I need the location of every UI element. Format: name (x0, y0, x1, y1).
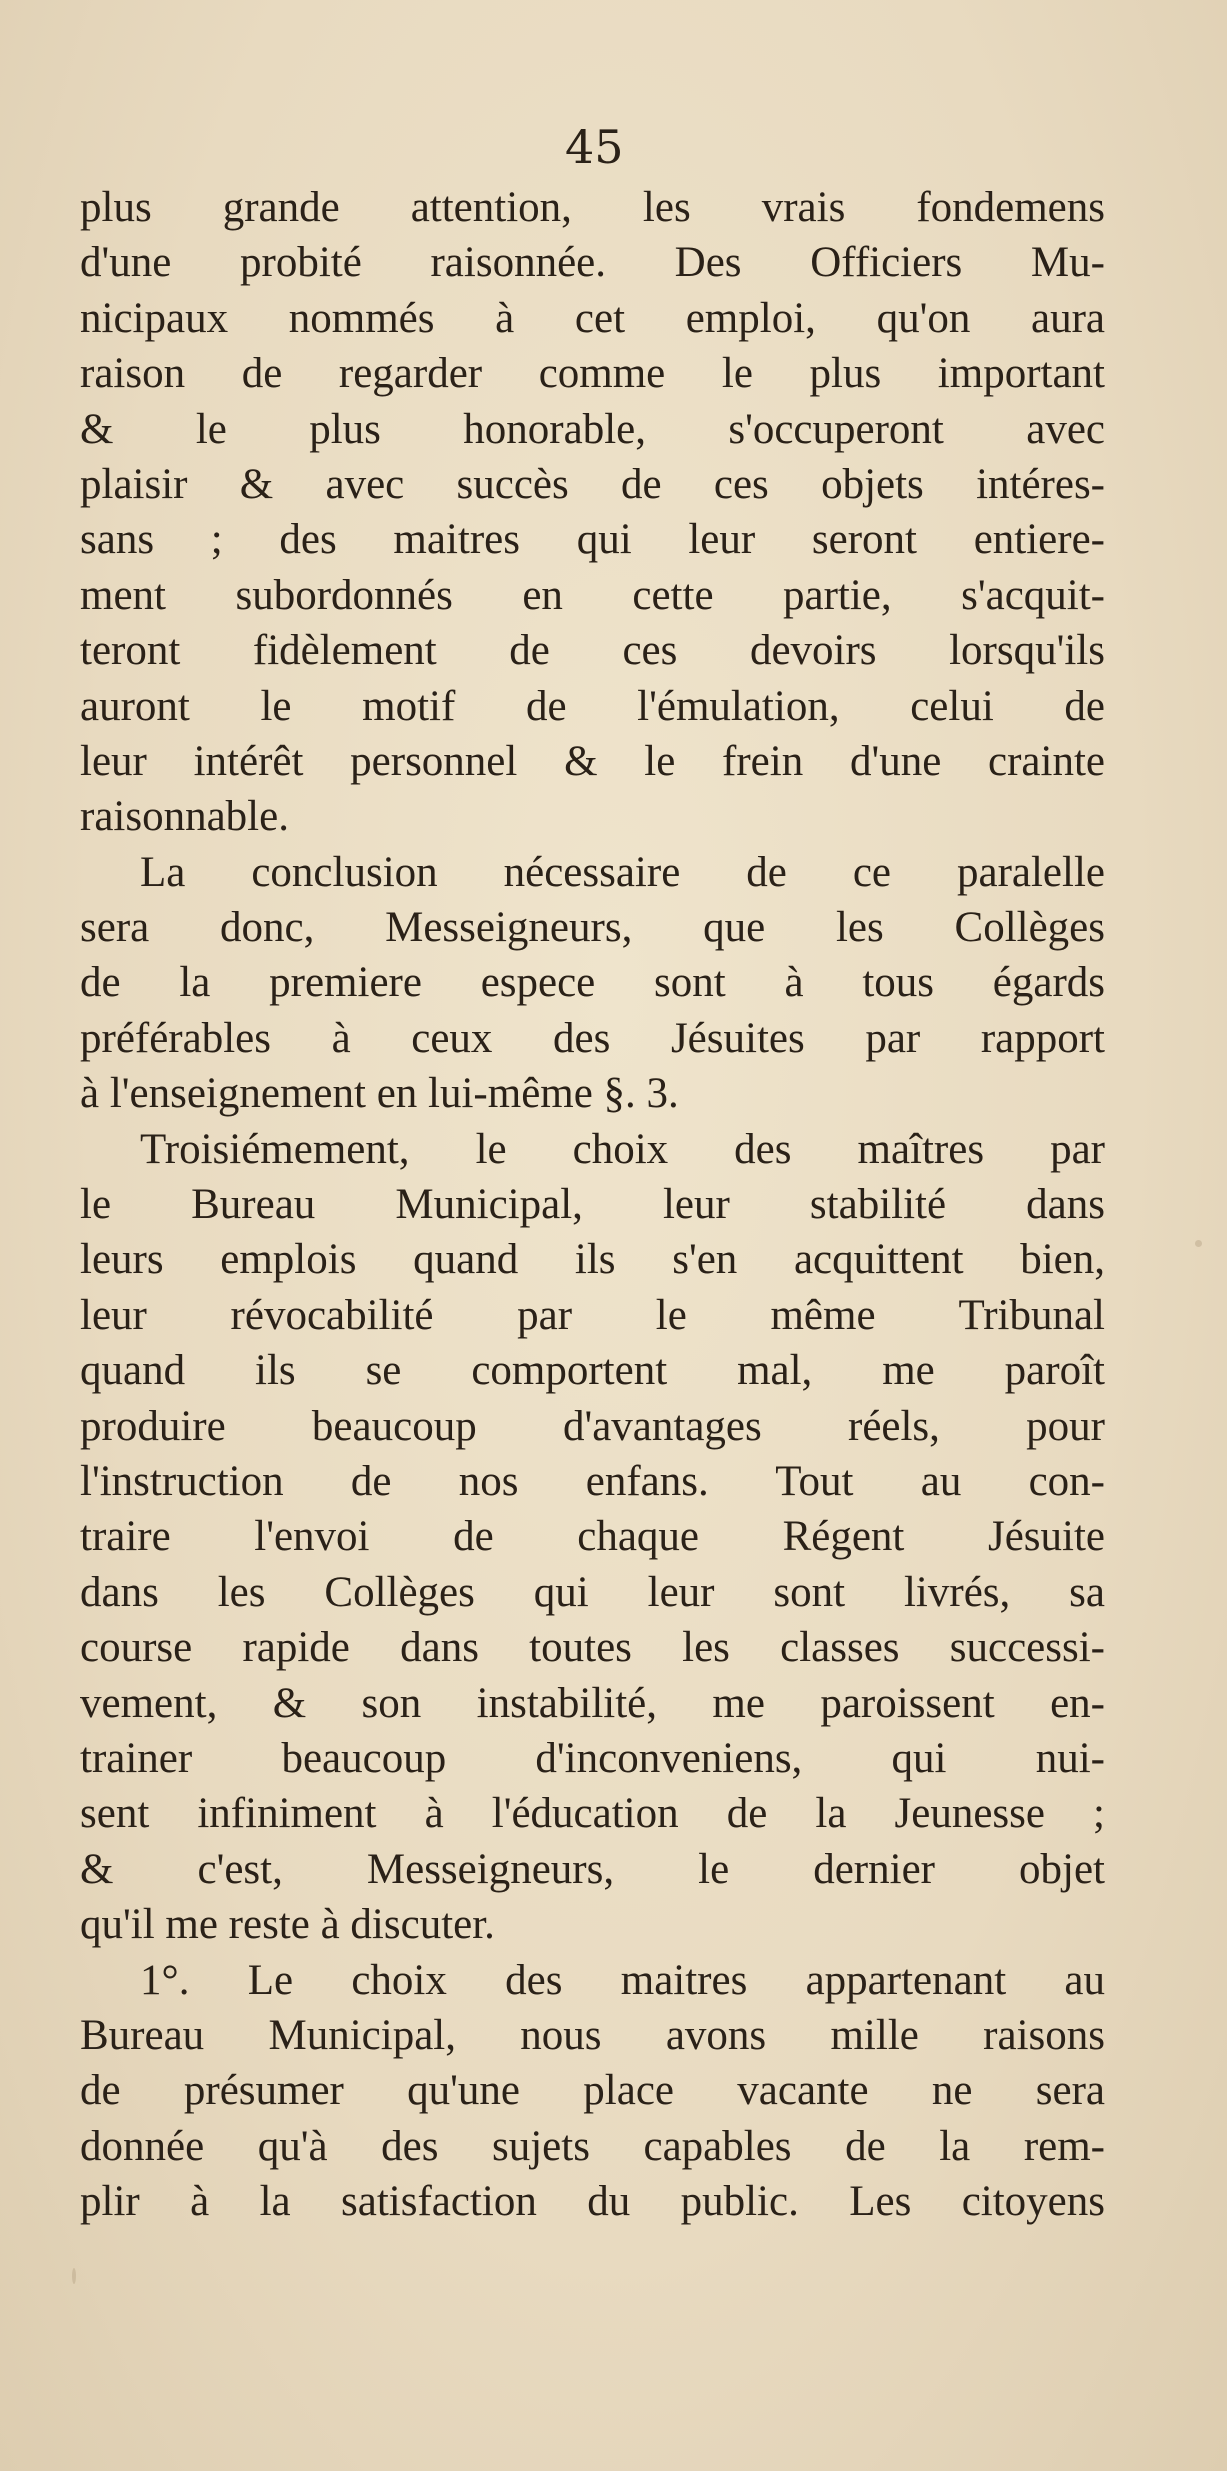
text-line: à l'enseignement en lui-même §. 3. (80, 1070, 679, 1118)
text-line: leur révocabilité par le même Tribunal (80, 1291, 1105, 1339)
text-line: raison de regarder comme le plus important (80, 350, 1105, 398)
text-line: course rapide dans toutes les classes successi- (80, 1624, 1105, 1672)
text-line: leurs emplois quand ils s'en acquittent bien, (80, 1236, 1105, 1284)
text-line: La conclusion nécessaire de ce paralelle (140, 848, 1105, 896)
page-number: 45 (565, 120, 624, 174)
text-line: nicipaux nommés à cet emploi, qu'on aura (80, 294, 1105, 342)
text-line: de présumer qu'une place vacante ne sera (80, 2067, 1105, 2115)
text-line: dans les Collèges qui leur sont livrés, sa (80, 1568, 1105, 1616)
text-line: plaisir & avec succès de ces objets intéres- (80, 460, 1105, 508)
text-line: teront fidèlement de ces devoirs lorsqu'ils (80, 627, 1105, 675)
text-line: préférables à ceux des Jésuites par rapport (80, 1014, 1105, 1062)
text-line: auront le motif de l'émulation, celui de (80, 682, 1105, 730)
text-line: 1°. Le choix des maitres appartenant au (140, 1956, 1105, 2004)
body-text (80, 180, 1105, 2229)
text-line: plus grande attention, les vrais fondemens (80, 184, 1105, 231)
text-line: le Bureau Municipal, leur stabilité dans (80, 1181, 1105, 1229)
text-line: & c'est, Messeigneurs, le dernier objet (80, 1845, 1105, 1893)
text-line: qu'il me reste à discuter. (80, 1901, 495, 1949)
text-line: l'instruction de nos enfans. Tout au con- (80, 1457, 1105, 1505)
text-line: trainer beaucoup d'inconveniens, qui nui- (80, 1734, 1105, 1782)
text-line: & le plus honorable, s'occuperont avec (80, 405, 1105, 453)
text-line: Troisiémement, le choix des maîtres par (140, 1125, 1105, 1173)
paper-speck (72, 2268, 76, 2284)
text-line: quand ils se comportent mal, me paroît (80, 1347, 1105, 1395)
text-line: sans ; des maitres qui leur seront entiere- (80, 516, 1105, 564)
text-line: leur intérêt personnel & le frein d'une crainte (80, 737, 1105, 785)
text-line: traire l'envoi de chaque Régent Jésuite (80, 1513, 1105, 1561)
text-line: raisonnable. (80, 793, 289, 841)
paper-speck (1195, 1240, 1202, 1247)
text-line: sera donc, Messeigneurs, que les Collèges (80, 904, 1105, 952)
text-line: plir à la satisfaction du public. Les citoyens (80, 2178, 1105, 2226)
text-line: sent infiniment à l'éducation de la Jeunesse ; (80, 1790, 1105, 1838)
text-line: Bureau Municipal, nous avons mille raisons (80, 2011, 1105, 2059)
text-line: ment subordonnés en cette partie, s'acquit- (80, 571, 1105, 619)
text-line: donnée qu'à des sujets capables de la rem- (80, 2122, 1105, 2170)
text-line: d'une probité raisonnée. Des Officiers Mu- (80, 239, 1105, 287)
text-line: de la premiere espece sont à tous égards (80, 959, 1105, 1007)
text-line: produire beaucoup d'avantages réels, pour (80, 1402, 1105, 1450)
text-line: vement, & son instabilité, me paroissent en- (80, 1679, 1105, 1727)
